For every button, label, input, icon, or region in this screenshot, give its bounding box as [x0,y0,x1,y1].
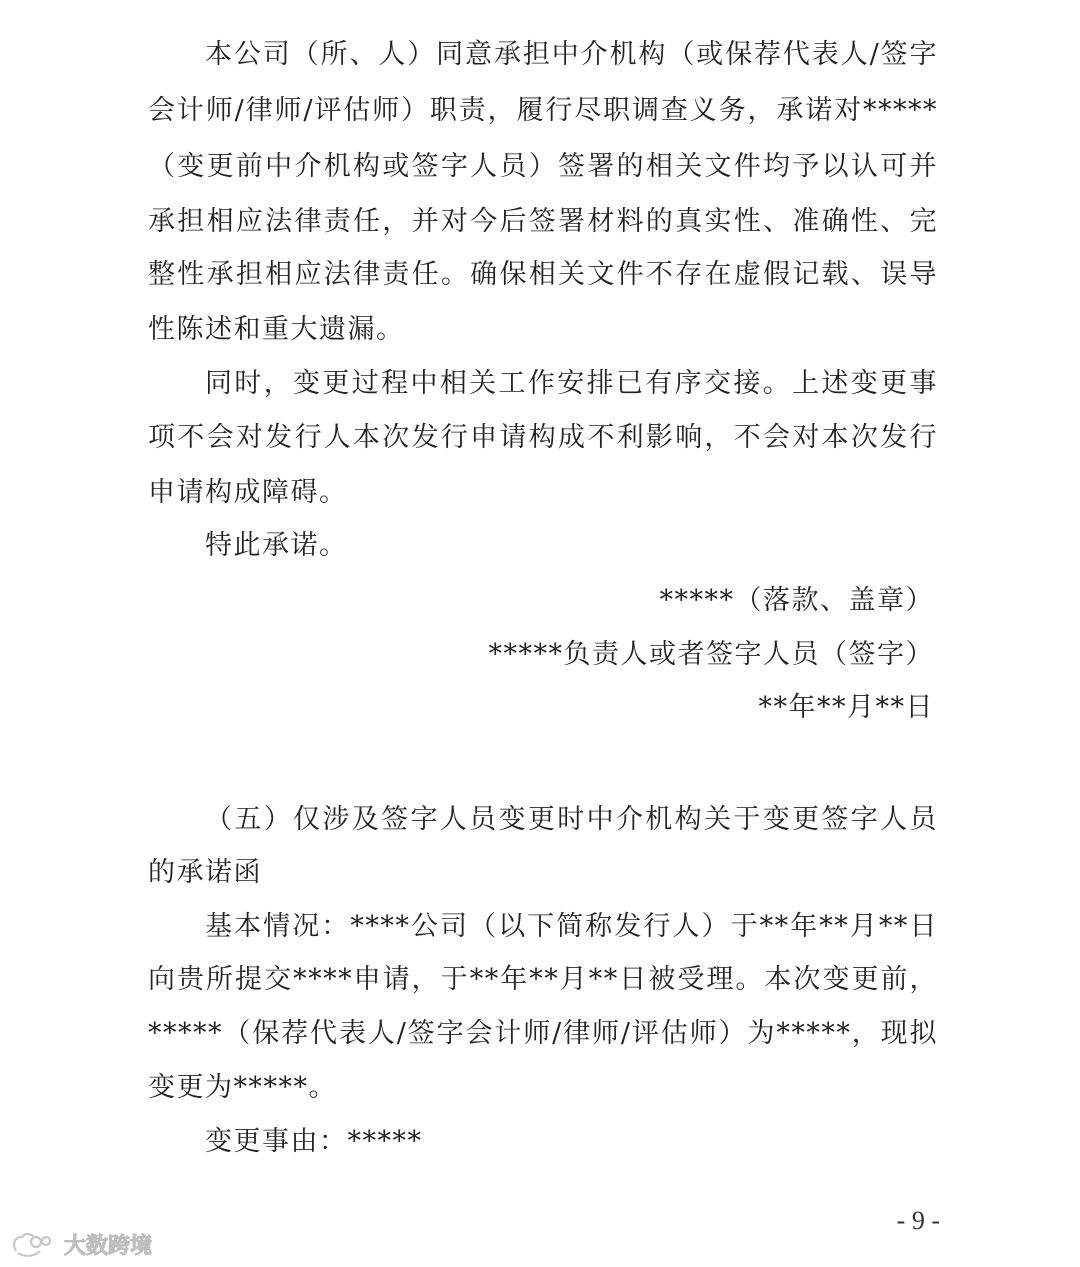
basic-info-line-3: *****（保荐代表人/签字会计师/律师/评估师）为*****，现拟 [148,1018,938,1049]
paragraph-2-line-2: 项不会对发行人本次发行申请构成不利影响，不会对本次发行 [148,422,938,453]
brand-logo-icon [10,1229,58,1259]
paragraph-1-line-6: 性陈述和重大遗漏。 [148,314,405,345]
signature-person-line: *****负责人或者签字人员（签字） [488,639,934,670]
closing-statement: 特此承诺。 [205,530,348,561]
paragraph-1-line-4: 承担相应法律责任，并对今后签署材料的真实性、准确性、完 [148,206,938,237]
section-5-heading-line-2: 的承诺函 [148,857,262,888]
signature-seal-line: *****（落款、盖章） [659,585,934,616]
page-number: - 9 - [896,1206,940,1235]
paragraph-1-line-5: 整性承担相应法律责任。确保相关文件不存在虚假记载、误导 [148,259,938,290]
watermark [10,1226,152,1262]
paragraph-2-line-3: 申请构成障碍。 [148,477,348,508]
signature-date-line: **年**月**日 [758,692,934,723]
section-5-heading-line-1: （五）仅涉及签字人员变更时中介机构关于变更签字人员 [205,804,938,835]
watermark-text: 大数跨境 [64,1233,153,1259]
basic-info-line-2: 向贵所提交****申请，于**年**月**日被受理。本次变更前， [148,964,938,995]
paragraph-1-line-2: 会计师/律师/评估师）职责，履行尽职调查义务，承诺对***** [148,95,938,126]
paragraph-2-line-1: 同时，变更过程中相关工作安排已有序交接。上述变更事 [205,368,938,399]
paragraph-1-line-1: 本公司（所、人）同意承担中介机构（或保荐代表人/签字 [205,39,938,70]
basic-info-line-4: 变更为*****。 [148,1072,337,1103]
paragraph-1-line-3: （变更前中介机构或签字人员）签署的相关文件均予以认可并 [148,151,938,182]
change-reason-line: 变更事由：***** [205,1126,423,1157]
basic-info-line-1: 基本情况：****公司（以下简称发行人）于**年**月**日 [205,911,938,942]
